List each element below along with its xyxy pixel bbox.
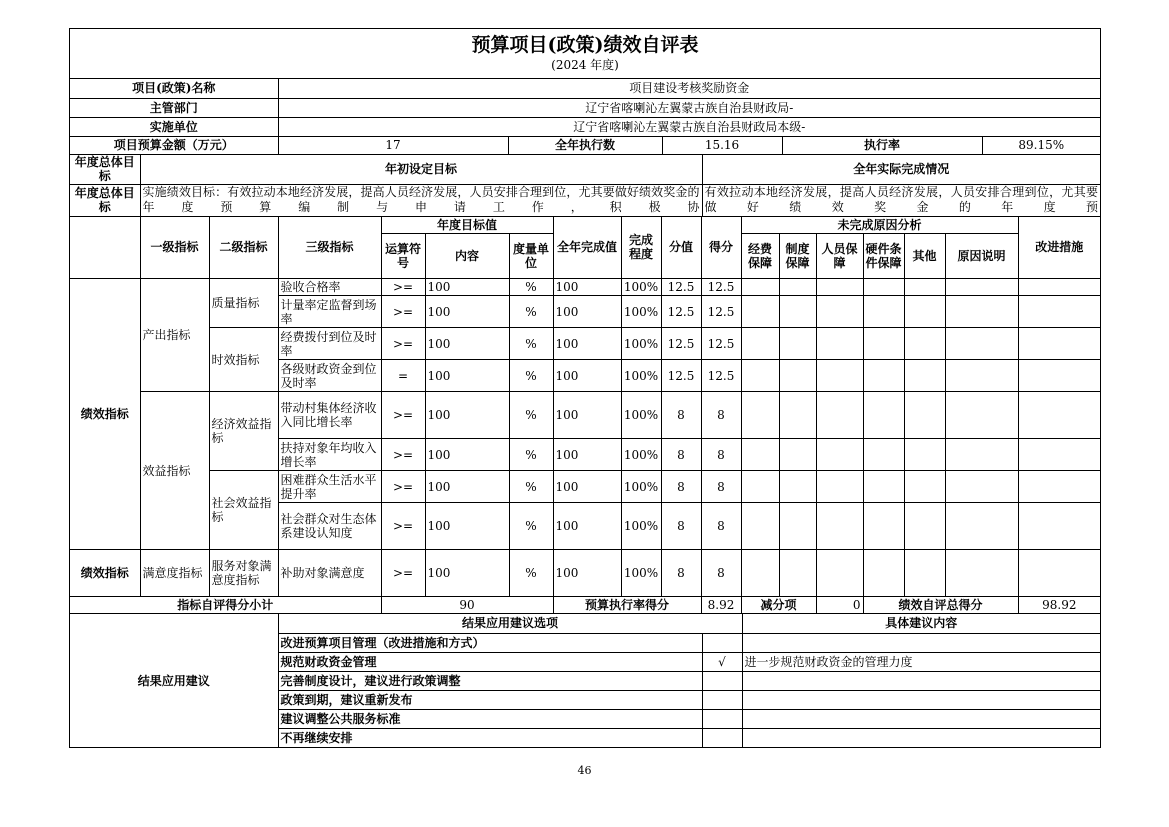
indicator-content: 100 [425,471,509,503]
results-option: 改进预算项目管理（改进措施和方式） [278,633,702,652]
evaluation-form [69,28,1101,748]
indicator-score: 8 [701,503,741,550]
budget-score-label: 预算执行率得分 [553,597,701,614]
indicator-score: 12.5 [701,360,741,392]
indicator-weight: 8 [661,392,701,439]
indicator-content: 100 [425,296,509,328]
indicator-content: 100 [425,392,509,439]
form-header [70,29,1100,79]
deduction-label: 减分项 [741,597,816,614]
level3-header: 三级指标 [278,217,381,279]
funding-header: 经费保障 [741,234,779,279]
indicator-completion: 100% [621,439,661,471]
indicator-weight: 12.5 [661,279,701,296]
indicator-unit: % [509,279,553,296]
indicator-op: >= [381,392,425,439]
results-option-check [702,633,742,652]
indicator-completion: 100% [621,328,661,360]
indicator-unit: % [509,360,553,392]
indicator-completion: 100% [621,471,661,503]
indicator-weight: 12.5 [661,328,701,360]
indicator-unit: % [509,328,553,360]
total-score-label: 绩效自评总得分 [863,597,1018,614]
results-option: 规范财政资金管理 [278,652,702,671]
indicator-name: 经费拨付到位及时率 [278,328,381,360]
indicator-name: 计量率定监督到场率 [278,296,381,328]
subtotal-value: 90 [381,597,553,614]
results-option-detail [742,633,1100,652]
indicator-name: 补助对象满意度 [278,550,381,597]
results-option-check [702,728,742,747]
budget-amount-value: 17 [278,136,508,154]
indicator-content: 100 [425,439,509,471]
form-title: 预算项目(政策)绩效自评表 [471,34,699,56]
measures-header: 改进措施 [1018,217,1100,279]
results-option-check [702,690,742,709]
budget-amount-label: 项目预算金额（万元） [70,136,278,154]
indicator-score: 8 [701,392,741,439]
indicator-completion: 100% [621,360,661,392]
indicator-score: 12.5 [701,296,741,328]
target-value-header: 年度目标值 [381,217,553,234]
initial-goal-text: 实施绩效目标：有效拉动本地经济发展，提高人员经济发展，人员安排合理到位，尤其要做好绩效奖金的年度预算编制与申请工作，积极协 [140,184,702,216]
project-info-table [70,79,1100,217]
department-value: 辽宁省喀喇沁左翼蒙古族自治县财政局- [278,98,1100,117]
form-year: (2024 年度) [551,58,619,72]
staff-header: 人员保障 [816,234,863,279]
actual-completion-text: 有效拉动本地经济发展，提高人员经济发展，人员安排合理到位，尤其要做好绩效奖金的年度预 [702,184,1100,216]
indicator-unit: % [509,471,553,503]
indicator-content: 100 [425,279,509,296]
indicator-op: >= [381,328,425,360]
indicator-name: 困难群众生活水平提升率 [278,471,381,503]
satisfaction-section-label: 绩效指标 [70,550,140,597]
execution-rate-value: 89.15% [982,136,1100,154]
indicator-content: 100 [425,328,509,360]
results-option-detail [742,690,1100,709]
results-section-label: 结果应用建议 [70,614,278,747]
social-benefit-indicator: 社会效益指标 [209,471,278,550]
indicator-weight: 8 [661,439,701,471]
indicator-op: >= [381,503,425,550]
indicator-unit: % [509,439,553,471]
indicator-score: 8 [701,550,741,597]
level1-header: 一级指标 [140,217,209,279]
level2-header: 二级指标 [209,217,278,279]
indicator-op: = [381,360,425,392]
indicator-score: 8 [701,439,741,471]
indicator-score: 12.5 [701,328,741,360]
quality-indicator: 质量指标 [209,279,278,328]
total-score-value: 98.92 [1018,597,1100,614]
system-header: 制度保障 [779,234,816,279]
economic-benefit-indicator: 经济效益指标 [209,392,278,471]
perf-indicator-label: 绩效指标 [70,279,140,550]
indicator-op: >= [381,550,425,597]
reason-analysis-header: 未完成原因分析 [741,217,1018,234]
indicator-op: >= [381,471,425,503]
unit-header: 度量单位 [509,234,553,279]
initial-goal-header: 年初设定目标 [140,154,702,184]
budget-score-value: 8.92 [701,597,741,614]
indicator-actual: 100 [553,503,621,550]
content-header: 内容 [425,234,509,279]
indicators-table [70,217,1100,615]
results-table [70,614,1100,747]
execution-rate-label: 执行率 [782,136,982,154]
results-options-header: 结果应用建议选项 [278,614,742,633]
results-option: 完善制度设计，建议进行政策调整 [278,671,702,690]
indicator-weight: 12.5 [661,296,701,328]
indicator-actual: 100 [553,360,621,392]
satisfaction-indicator: 满意度指标 [140,550,209,597]
annual-execution-value: 15.16 [662,136,782,154]
results-content-header: 具体建议内容 [742,614,1100,633]
department-label: 主管部门 [70,98,278,117]
indicator-actual: 100 [553,550,621,597]
project-name-label: 项目(政策)名称 [70,79,278,98]
indicator-actual: 100 [553,296,621,328]
results-option: 不再继续安排 [278,728,702,747]
indicator-name: 扶持对象年均收入增长率 [278,439,381,471]
results-option-detail: 进一步规范财政资金的管理力度 [742,652,1100,671]
indicator-content: 100 [425,550,509,597]
indicator-actual: 100 [553,439,621,471]
indicator-name: 各级财政资金到位及时率 [278,360,381,392]
indicator-unit: % [509,392,553,439]
indicator-op: >= [381,439,425,471]
implementing-unit-value: 辽宁省喀喇沁左翼蒙古族自治县财政局本级- [278,117,1100,136]
indicator-actual: 100 [553,328,621,360]
checkmark: √ [702,652,742,671]
indicator-actual: 100 [553,279,621,296]
actual-completion-header: 全年实际完成情况 [702,154,1100,184]
indicator-completion: 100% [621,550,661,597]
indicator-content: 100 [425,503,509,550]
project-name-value: 项目建设考核奖励资金 [278,79,1100,98]
subtotal-label: 指标自评得分小计 [70,597,381,614]
indicator-weight: 8 [661,550,701,597]
indicator-unit: % [509,503,553,550]
annual-goal-label: 年度总体目标 [70,154,140,184]
actual-value-header: 全年完成值 [553,217,621,279]
explain-header: 原因说明 [945,234,1018,279]
service-satisfaction-indicator: 服务对象满意度指标 [209,550,278,597]
indicator-actual: 100 [553,471,621,503]
indicator-weight: 8 [661,503,701,550]
deduction-value: 0 [816,597,863,614]
indicator-unit: % [509,550,553,597]
indicator-weight: 8 [661,471,701,503]
indicator-completion: 100% [621,296,661,328]
results-option-check [702,671,742,690]
benefit-indicator: 效益指标 [140,392,209,550]
indicator-score: 12.5 [701,279,741,296]
indicator-op: >= [381,279,425,296]
perf-indicator-section [70,217,140,279]
indicator-op: >= [381,296,425,328]
indicator-name: 带动村集体经济收入同比增长率 [278,392,381,439]
timeliness-indicator: 时效指标 [209,328,278,392]
indicator-name: 社会群众对生态体系建设认知度 [278,503,381,550]
indicator-content: 100 [425,360,509,392]
implementing-unit-label: 实施单位 [70,117,278,136]
hardware-header: 硬件条件保障 [863,234,904,279]
page-number: 46 [577,764,592,777]
other-header: 其他 [904,234,945,279]
indicator-name: 验收合格率 [278,279,381,296]
results-option-detail [742,709,1100,728]
weight-header: 分值 [661,217,701,279]
annual-execution-label: 全年执行数 [508,136,662,154]
score-header: 得分 [701,217,741,279]
indicator-completion: 100% [621,503,661,550]
operator-header: 运算符号 [381,234,425,279]
results-option-detail [742,671,1100,690]
indicator-completion: 100% [621,279,661,296]
annual-goal-label-2: 年度总体目标 [70,184,140,216]
indicator-weight: 12.5 [661,360,701,392]
indicator-actual: 100 [553,392,621,439]
indicator-score: 8 [701,471,741,503]
results-option: 建议调整公共服务标准 [278,709,702,728]
indicator-unit: % [509,296,553,328]
results-option-check [702,709,742,728]
output-indicator: 产出指标 [140,279,209,392]
results-option-detail [742,728,1100,747]
completion-header: 完成程度 [621,217,661,279]
results-option: 政策到期，建议重新发布 [278,690,702,709]
indicator-completion: 100% [621,392,661,439]
